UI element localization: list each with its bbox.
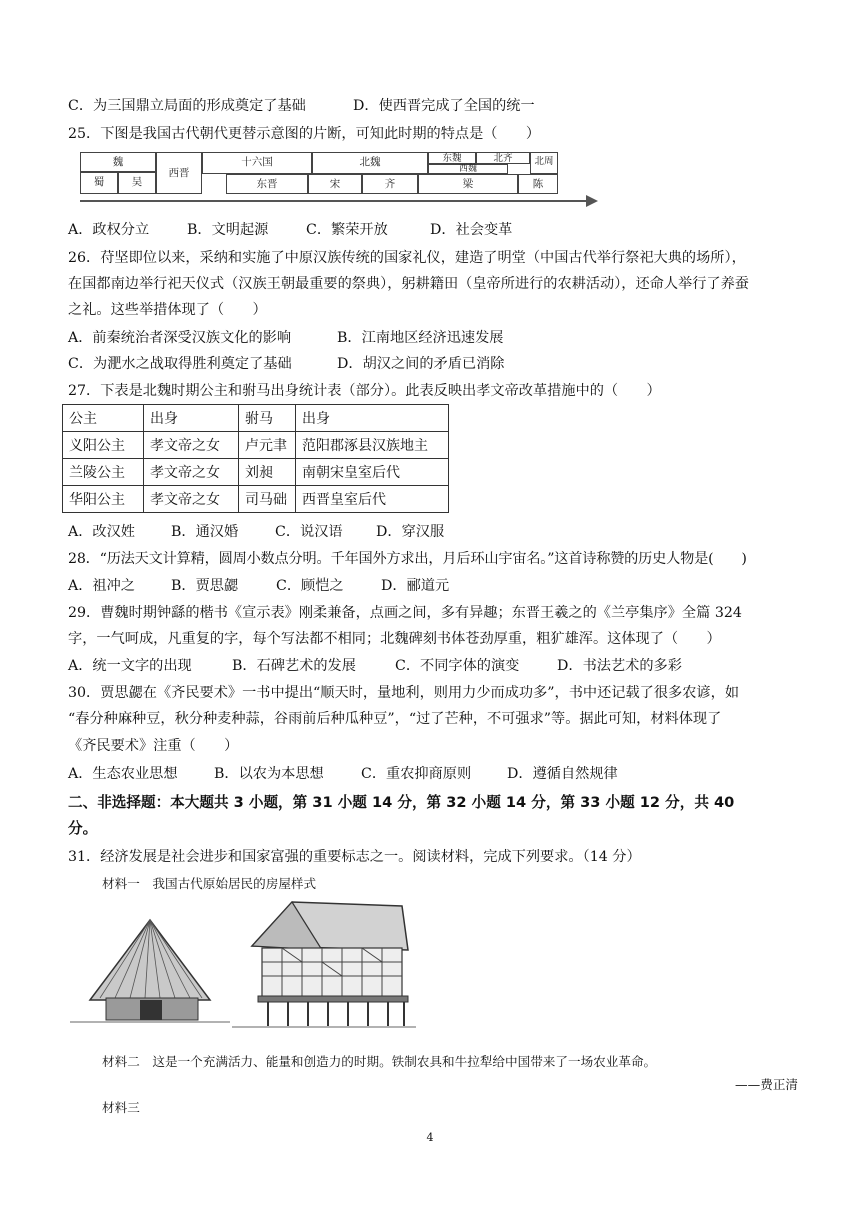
q26-line-2: 在国都南边举行祀天仪式（汉族王朝最重要的祭典），躬耕籍田（皇帝所进行的农耕活动），还命人举行了养蚕 bbox=[68, 276, 749, 292]
table-cell: 范阳郡涿县汉族地主 bbox=[296, 432, 449, 459]
q29-option-d: D．书法艺术的多彩 bbox=[557, 658, 682, 674]
q24-option-d: D．使西晋完成了全国的统一 bbox=[353, 98, 535, 114]
round-hut-image bbox=[70, 912, 230, 1032]
table-cell: 华阳公主 bbox=[63, 486, 144, 513]
q24-option-c: C．为三国鼎立局面的形成奠定了基础 bbox=[68, 98, 306, 114]
table-cell: 孝文帝之女 bbox=[144, 486, 239, 513]
dyn-shu: 蜀 bbox=[80, 172, 118, 194]
q26-option-c: C．为淝水之战取得胜利奠定了基础 bbox=[68, 356, 292, 372]
q28-option-a: A．祖冲之 bbox=[68, 578, 135, 594]
dyn-shiliuguo: 十六国 bbox=[202, 152, 312, 174]
q30-option-b: B．以农为本思想 bbox=[214, 766, 324, 782]
q26-option-a: A．前秦统治者深受汉族文化的影响 bbox=[68, 330, 292, 346]
q26-line-1: 26．苻坚即位以来，采纳和实施了中原汉族传统的国家礼仪，建造了明堂（中国古代举行祭祀大典的场所）， bbox=[68, 250, 746, 266]
q30-option-a: A．生态农业思想 bbox=[68, 766, 178, 782]
q28-option-c: C．顾恺之 bbox=[276, 578, 344, 594]
q26-options-row2 bbox=[68, 354, 798, 374]
q31-material-2-source: ——费正清 bbox=[735, 1077, 798, 1092]
q25-option-d: D．社会变革 bbox=[430, 222, 513, 238]
table-row bbox=[63, 459, 449, 486]
dyn-wei: 魏 bbox=[80, 152, 156, 172]
dyn-xiwei: 西魏 bbox=[428, 164, 508, 174]
dyn-chen: 陈 bbox=[518, 174, 558, 194]
q27-table bbox=[62, 404, 449, 513]
q28-stem: 28．“历法天文计算精，圆周小数点分明。千年国外方求出，月后环山宇宙名。”这首诗称赞的历史人物是( ) bbox=[68, 551, 747, 567]
table-header: 出身 bbox=[144, 405, 239, 432]
q27-option-d: D．穿汉服 bbox=[376, 524, 445, 540]
q26-option-d: D．胡汉之间的矛盾已消除 bbox=[337, 356, 505, 372]
dyn-song: 宋 bbox=[308, 174, 362, 194]
q26-line-3: 之礼。这些举措体现了（ ） bbox=[68, 302, 267, 318]
dyn-beiwei: 北魏 bbox=[312, 152, 428, 174]
q26-option-b: B．江南地区经济迅速发展 bbox=[337, 330, 504, 346]
table-header: 公主 bbox=[63, 405, 144, 432]
q27-options bbox=[68, 522, 798, 542]
q31-material-2: 材料二 这是一个充满活力、能量和创造力的时期。铁制农具和牛拉犁给中国带来了一场农业革命。 bbox=[102, 1054, 657, 1069]
dyn-dongwei: 东魏 bbox=[428, 152, 476, 164]
q29-option-a: A．统一文字的出现 bbox=[68, 658, 192, 674]
q30-option-c: C．重农抑商原则 bbox=[361, 766, 472, 782]
q30-option-d: D．遵循自然规律 bbox=[507, 766, 618, 782]
q28-option-b: B．贾思勰 bbox=[171, 578, 239, 594]
q30-line-3: 《齐民要术》注重（ ） bbox=[68, 738, 239, 754]
q25-stem: 25．下图是我国古代朝代更替示意图的片断，可知此时期的特点是（ ） bbox=[68, 126, 541, 142]
q30-options bbox=[68, 764, 798, 784]
q27-stem: 27．下表是北魏时期公主和驸马出身统计表（部分）。此表反映出孝文帝改革措施中的（ ） bbox=[68, 383, 661, 399]
table-cell: 刘昶 bbox=[239, 459, 296, 486]
q25-option-a: A．政权分立 bbox=[68, 222, 150, 238]
table-cell: 卢元聿 bbox=[239, 432, 296, 459]
timeline-arrowhead bbox=[586, 195, 598, 207]
q28-option-d: D．郦道元 bbox=[381, 578, 450, 594]
dyn-qi: 齐 bbox=[362, 174, 418, 194]
dynasty-diagram bbox=[80, 152, 598, 208]
q27-option-b: B．通汉婚 bbox=[171, 524, 239, 540]
table-row bbox=[63, 486, 449, 513]
q27-option-a: A．改汉姓 bbox=[68, 524, 135, 540]
table-cell: 南朝宋皇室后代 bbox=[296, 459, 449, 486]
dyn-beiqi: 北齐 bbox=[476, 152, 530, 164]
q28-options bbox=[68, 576, 798, 596]
q26-options-row1 bbox=[68, 328, 798, 348]
q31-material-3: 材料三 bbox=[102, 1100, 140, 1115]
q29-line-1: 29．曹魏时期钟繇的楷书《宣示表》刚柔兼备，点画之间，多有异趣；东晋王羲之的《兰亭集序》全篇 324 bbox=[68, 605, 742, 621]
page-number: 4 bbox=[426, 1131, 434, 1144]
q29-option-c: C．不同字体的演变 bbox=[395, 658, 520, 674]
dyn-xijin: 西晋 bbox=[156, 152, 202, 194]
q25-options bbox=[68, 220, 798, 240]
section-heading-line-1: 二、非选择题：本大题共 3 小题，第 31 小题 14 分，第 32 小题 14 分，第 33 小题 12 分，共 40 bbox=[68, 794, 735, 811]
q25-option-b: B．文明起源 bbox=[187, 222, 269, 238]
q30-line-1: 30．贾思勰在《齐民要术》一书中提出“顺天时，量地利，则用力少而成功多”，书中还记载了很多农谚，如 bbox=[68, 685, 740, 701]
table-row bbox=[63, 432, 449, 459]
q25-option-c: C．繁荣开放 bbox=[306, 222, 388, 238]
table-cell: 孝文帝之女 bbox=[144, 432, 239, 459]
dyn-liang: 梁 bbox=[418, 174, 518, 194]
table-cell: 孝文帝之女 bbox=[144, 459, 239, 486]
q29-line-2: 字，一气呵成，凡重复的字，每个写法都不相同；北魏碑刻书体苍劲厚重，粗犷雄浑。这体现了（ ） bbox=[68, 631, 721, 647]
table-cell: 司马础 bbox=[239, 486, 296, 513]
q29-option-b: B．石碑艺术的发展 bbox=[232, 658, 356, 674]
section-heading-line-2: 分。 bbox=[68, 820, 98, 837]
q27-option-c: C．说汉语 bbox=[275, 524, 343, 540]
q29-options bbox=[68, 656, 798, 676]
q31-stem: 31．经济发展是社会进步和国家富强的重要标志之一。阅读材料，完成下列要求。（14 分） bbox=[68, 849, 641, 865]
q31-material-1: 材料一 我国古代原始居民的房屋样式 bbox=[102, 876, 317, 891]
table-header: 驸马 bbox=[239, 405, 296, 432]
dyn-beizhou: 北周 bbox=[530, 152, 558, 174]
dyn-dongjin: 东晋 bbox=[226, 174, 308, 194]
table-header: 出身 bbox=[296, 405, 449, 432]
table-header-row bbox=[63, 405, 449, 432]
q24-options bbox=[68, 96, 798, 116]
table-cell: 西晋皇室后代 bbox=[296, 486, 449, 513]
timeline-arrow bbox=[80, 200, 592, 202]
table-cell: 义阳公主 bbox=[63, 432, 144, 459]
table-cell: 兰陵公主 bbox=[63, 459, 144, 486]
dyn-wu: 吴 bbox=[118, 172, 156, 194]
q30-line-2: “春分种麻种豆，秋分种麦种蒜，谷雨前后种瓜种豆”，“过了芒种，不可强求”等。据此可知，材料体现了 bbox=[68, 711, 722, 727]
stilt-house-image bbox=[232, 896, 416, 1030]
